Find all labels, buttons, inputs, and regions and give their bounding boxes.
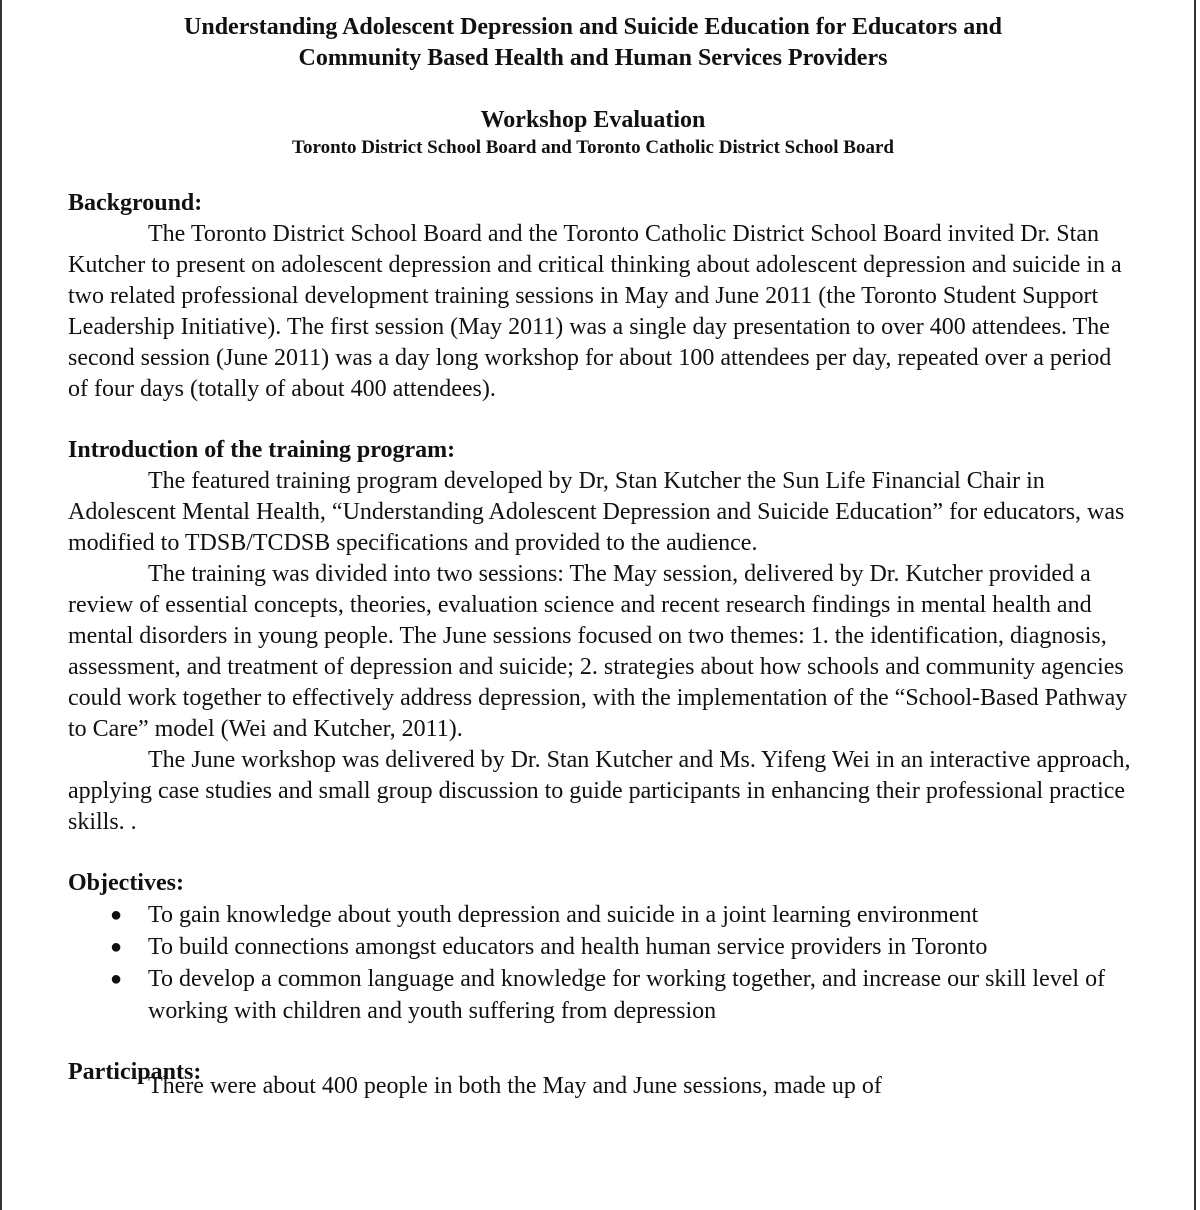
background-paragraph: The Toronto District School Board and the Toronto Catholic District School Board invited Dr. Stan Kutcher to present on adolescent depression and critical thinking about adolescent depression and suicide in a two related professional development training sessions in May and June 2011 (the Toronto Student Support Leadership Initiative). The first session (May 2011) was a single day presentation to over 400 attendees. The second session (June 2011) was a day long workshop for about 100 attendees per day, repeated over a period of four days (totally of about 400 attendees). xyxy=(68,221,1122,402)
document-subtitle: Workshop Evaluation xyxy=(480,107,706,133)
objectives-section xyxy=(68,868,1132,1027)
participants-section xyxy=(68,1057,1132,1102)
introduction-heading: Introduction of the training program: xyxy=(68,437,456,463)
participants-partial-text: There were about 400 people in both the May and June sessions, made up of xyxy=(148,1073,882,1099)
objective-text: To develop a common language and knowledge for working together, and increase our skill level of working with children and youth suffering from depression xyxy=(148,966,1106,1024)
document-sub-subtitle: Toronto District School Board and Toronto Catholic District School Board xyxy=(292,137,894,158)
bullet-icon: ● xyxy=(110,968,123,990)
title-line-2: Community Based Health and Human Services Providers xyxy=(298,45,888,71)
list-item xyxy=(110,931,1132,963)
title-line-1: Understanding Adolescent Depression and Suicide Education for Educators and xyxy=(184,14,1002,40)
participants-heading: Participants: xyxy=(68,1059,202,1085)
introduction-paragraph-2: The training was divided into two sessions: The May session, delivered by Dr. Kutcher provided a review of essential concepts, theories, evaluation science and recent research findings in mental health and mental disorders in young people. The June sessions focused on two themes: 1. the identification, diagnosis, assessment, and treatment of depression and suicide; 2. strategies about how schools and community agencies could work together to effectively address depression, with the implementation of the “School-Based Pathway to Care” model (Wei and Kutcher, 2011). xyxy=(68,561,1128,742)
background-section xyxy=(68,188,1132,405)
introduction-paragraph-3: The June workshop was delivered by Dr. Stan Kutcher and Ms. Yifeng Wei in an interactive approach, applying case studies and small group discussion to guide participants in enhancing their professional practice skills. . xyxy=(68,747,1131,835)
objective-text: To gain knowledge about youth depression and suicide in a joint learning environment xyxy=(148,902,979,928)
list-item xyxy=(110,963,1132,1027)
document-page xyxy=(68,12,1132,1102)
bullet-icon: ● xyxy=(110,936,123,958)
objectives-list xyxy=(68,899,1132,1027)
objectives-heading: Objectives: xyxy=(68,870,184,896)
background-heading: Background: xyxy=(68,190,203,216)
objective-text: To build connections amongst educators and health human service providers in Toronto xyxy=(148,934,988,960)
introduction-section xyxy=(68,435,1132,838)
bullet-icon: ● xyxy=(110,904,123,926)
introduction-paragraph-1: The featured training program developed by Dr, Stan Kutcher the Sun Life Financial Chair in Adolescent Mental Health, “Understanding Adolescent Depression and Suicide Education” for educators, was modified to TDSB/TCDSB specifications and provided to the audience. xyxy=(68,468,1125,556)
document-title xyxy=(0,12,1186,74)
participants-partial-line xyxy=(68,1073,1132,1102)
list-item xyxy=(110,899,1132,931)
